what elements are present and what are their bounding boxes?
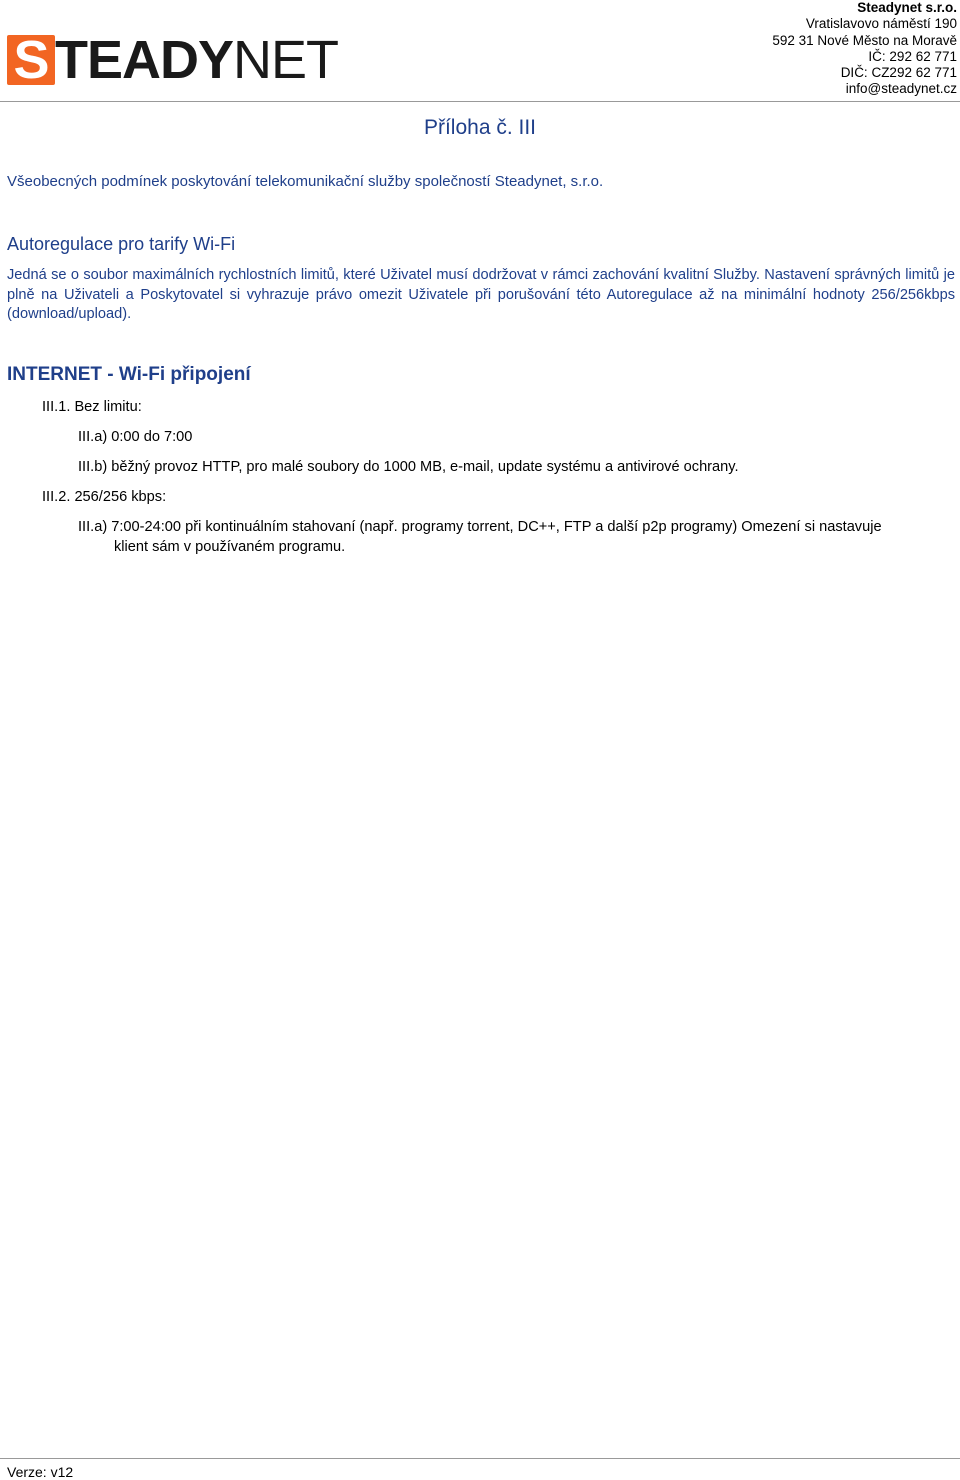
list-item: III.a) 0:00 do 7:00 (78, 429, 193, 445)
section-heading: Autoregulace pro tarify Wi-Fi (7, 234, 236, 254)
company-email: info@steadynet.cz (845, 81, 957, 97)
list-item-line: III.a) 7:00-24:00 při kontinuálním stahovaní (např. programy torrent, DC++, FTP a další p2p programy) Omezení si nastavuje (78, 519, 882, 535)
header-divider (0, 101, 960, 102)
list-item: III.2. 256/256 kbps: (42, 489, 167, 505)
company-ic: IČ: 292 62 771 (868, 48, 957, 64)
company-name: Steadynet s.r.o. (857, 0, 957, 15)
document-subtitle: Všeobecných podmínek poskytování telekomunikační služby společností Steadynet, s.r.o. (7, 173, 604, 190)
company-city: 592 31 Nové Město na Moravě (772, 32, 957, 48)
list-item-line: klient sám v používaném programu. (114, 538, 346, 555)
logo-teady: TEADY (55, 30, 234, 90)
company-dic: DIČ: CZ292 62 771 (840, 65, 957, 81)
company-info (772, 0, 957, 98)
version-label: Verze: v12 (7, 1464, 74, 1480)
list-item: III.b) běžný provoz HTTP, pro malé soubory do 1000 MB, e-mail, update systému a antivirové ochrany. (78, 459, 739, 475)
logo-net: NET (233, 30, 339, 90)
internet-heading: INTERNET - Wi-Fi připojení (7, 364, 251, 385)
footer-divider (0, 1458, 960, 1459)
list-item: III.1. Bez limitu: (42, 399, 142, 415)
steadynet-logo (7, 30, 347, 90)
list-item (78, 518, 956, 557)
document-title: Příloha č. III (423, 116, 537, 139)
company-street: Vratislavovo náměstí 190 (805, 16, 957, 32)
logo-s-mark: S (7, 35, 55, 85)
intro-paragraph: Jedná se o soubor maximálních rychlostních limitů, které Uživatel musí dodržovat v rámci zachování kvalitní Služby. Nastavení správných limitů je plně na Uživateli a Poskytovatel si vyhrazuje právo omezit Uživatele při porušování této Autoregulace až na minimální hodnoty 256/256kbps (download/upload). (7, 267, 955, 322)
